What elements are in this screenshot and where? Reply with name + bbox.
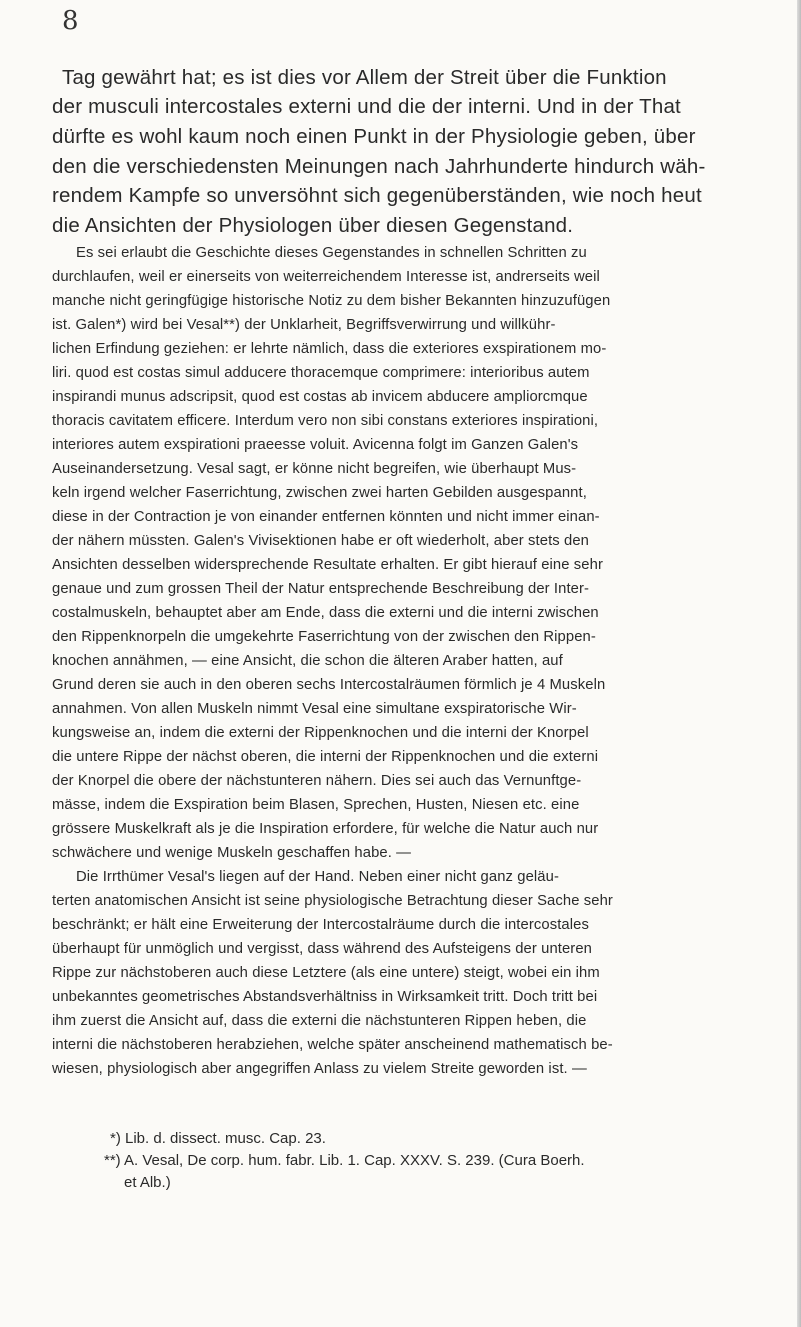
body-line: ist. Galen*) wird bei Vesal**) der Unklarheit, Begriffsverwirrung und willkühr-	[52, 317, 556, 333]
body-line: mässe, indem die Exspiration beim Blasen, Sprechen, Husten, Niesen etc. eine	[52, 797, 580, 813]
body-line: Es sei erlaubt die Geschichte dieses Gegenstandes in schnellen Schritten zu	[76, 245, 587, 261]
body-line: interni die nächstoberen herabziehen, welche später anscheinend mathematisch be-	[52, 1037, 613, 1053]
body-line: kungsweise an, indem die externi der Rippenknochen und die interni der Knorpel	[52, 725, 589, 741]
intro-line: Tag gewährt hat; es ist dies vor Allem der Streit über die Funktion	[62, 66, 667, 89]
body-line: knochen annähmen, — eine Ansicht, die schon die älteren Araber hatten, auf	[52, 653, 563, 669]
page-edge	[797, 0, 801, 1327]
body-line: Die Irrthümer Vesal's liegen auf der Hand. Neben einer nicht ganz geläu-	[76, 869, 559, 885]
body-line: den Rippenknorpeln die umgekehrte Faserrichtung von der zwischen den Rippen-	[52, 629, 596, 645]
page-number: 8	[62, 6, 79, 36]
intro-line: den die verschiedensten Meinungen nach Jahrhunderte hindurch wäh-	[52, 155, 706, 178]
intro-line: der musculi intercostales externi und die der interni. Und in der That	[52, 95, 681, 118]
body-line: beschränkt; er hält eine Erweiterung der Intercostalräume durch die intercostales	[52, 917, 589, 933]
body-line: diese in der Contraction je von einander entfernen könnten und nicht immer einan-	[52, 509, 600, 525]
body-line: wiesen, physiologisch aber angegriffen Anlass zu vielem Streite geworden ist. —	[52, 1061, 587, 1077]
body-line: der Knorpel die obere der nächstunteren nähern. Dies sei auch das Vernunftge-	[52, 773, 582, 789]
body-line: unbekanntes geometrisches Abstandsverhältniss in Wirksamkeit tritt. Doch tritt bei	[52, 989, 598, 1005]
body-line: interiores autem exspirationi praeesse voluit. Avicenna folgt im Ganzen Galen's	[52, 437, 579, 453]
body-line: ihm zuerst die Ansicht auf, dass die externi die nächstunteren Rippen heben, die	[52, 1013, 587, 1029]
body-line: thoracis cavitatem efficere. Interdum vero non sibi constans exteriores inspirationi,	[52, 413, 599, 429]
intro-line: dürfte es wohl kaum noch einen Punkt in der Physiologie geben, über	[52, 125, 696, 148]
body-line: keln irgend welcher Faserrichtung, zwischen zwei harten Gebilden ausgespannt,	[52, 485, 587, 501]
body-line: lichen Erfindung geziehen: er lehrte nämlich, dass die exteriores exspirationem mo-	[52, 341, 607, 357]
body-line: schwächere und wenige Muskeln geschaffen habe. —	[52, 845, 412, 861]
intro-line: die Ansichten der Physiologen über diesen Gegenstand.	[52, 214, 574, 237]
body-line: terten anatomischen Ansicht ist seine physiologische Betrachtung dieser Sache sehr	[52, 893, 613, 909]
body-line: der nähern müssten. Galen's Vivisektionen habe er oft wiederholt, aber stets den	[52, 533, 589, 549]
footnote: et Alb.)	[124, 1174, 171, 1191]
body-line: manche nicht geringfügige historische Notiz zu dem bisher Bekannten hinzuzufügen	[52, 293, 611, 309]
body-line: costalmuskeln, behauptet aber am Ende, dass die externi und die interni zwischen	[52, 605, 599, 621]
body-line: überhaupt für unmöglich und vergisst, dass während des Aufsteigens der unteren	[52, 941, 592, 957]
intro-line: rendem Kampfe so unversöhnt sich gegenüberständen, wie noch heut	[52, 184, 702, 207]
body-line: liri. quod est costas simul adducere thoracemque comprimere: interioribus autem	[52, 365, 590, 381]
body-line: Grund deren sie auch in den oberen sechs Intercostalräumen förmlich je 4 Muskeln	[52, 677, 606, 693]
body-line: durchlaufen, weil er einerseits von weiterreichendem Interesse ist, andrerseits weil	[52, 269, 600, 285]
body-line: die untere Rippe der nächst oberen, die interni der Rippenknochen und die externi	[52, 749, 599, 765]
body-line: genaue und zum grossen Theil der Natur entsprechende Beschreibung der Inter-	[52, 581, 590, 597]
footnote: **) A. Vesal, De corp. hum. fabr. Lib. 1. Cap. XXXV. S. 239. (Cura Boerh.	[104, 1152, 585, 1169]
body-line: inspirandi munus adscripsit, quod est costas ab invicem abducere ampliorcmque	[52, 389, 588, 405]
body-line: annahmen. Von allen Muskeln nimmt Vesal eine simultane exspiratorische Wir-	[52, 701, 577, 717]
body-line: Ansichten desselben widersprechende Resultate erhalten. Er gibt hierauf eine sehr	[52, 557, 603, 573]
body-line: Rippe zur nächstoberen auch diese Letztere (als eine untere) steigt, wobei ein ihm	[52, 965, 600, 981]
body-line: Auseinandersetzung. Vesal sagt, er könne nicht begreifen, wie überhaupt Mus-	[52, 461, 577, 477]
footnote: *) Lib. d. dissect. musc. Cap. 23.	[110, 1130, 326, 1147]
body-line: grössere Muskelkraft als je die Inspiration erfordere, für welche die Natur auch nur	[52, 821, 599, 837]
